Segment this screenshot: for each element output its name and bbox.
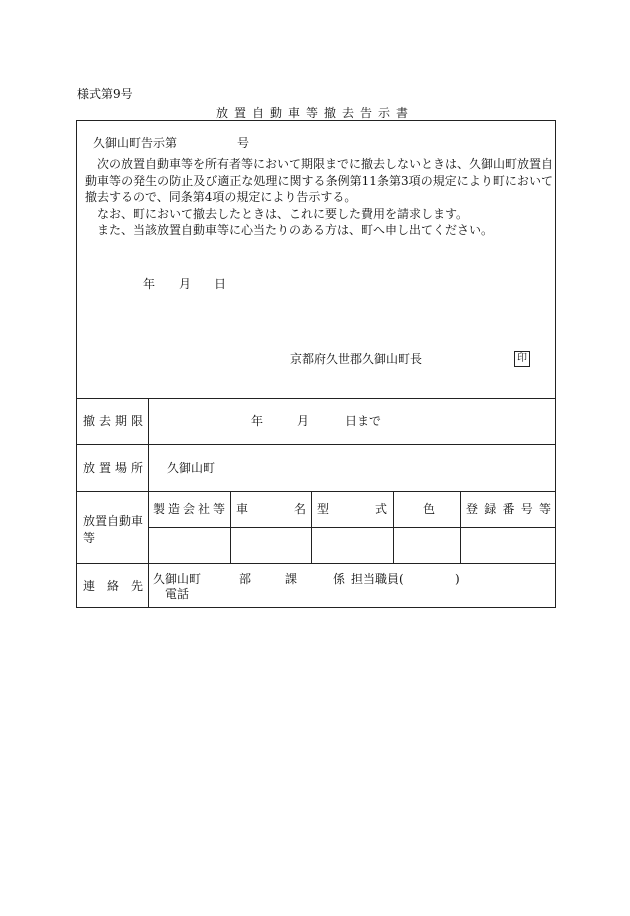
vehicle-col-color: 色: [423, 502, 436, 516]
contact-phone: 電話: [165, 587, 190, 601]
deadline-label: 撤 去 期 限: [83, 414, 143, 428]
vehicle-col-registration: 登 録 番 号 等: [466, 502, 551, 516]
deadline-day-until: 日まで: [345, 414, 382, 428]
contact-section: 課: [285, 572, 298, 586]
notice-body: [85, 156, 553, 239]
vehicle-col-maker: 製 造 会 社 等: [153, 502, 225, 516]
vehicle-col-type: 型 式: [317, 502, 387, 516]
notice-number-label: 久御山町告示第: [93, 136, 178, 150]
notice-paragraph: また、当該放置自動車等に心当たりのある方は、町へ申し出てください。: [97, 223, 494, 237]
notice-paragraph: なお、町において撤去したときは、これに要した費用を請求します。: [97, 206, 469, 221]
notice-form: [76, 120, 556, 608]
contact-unit: 係: [333, 572, 346, 586]
location-label: 放 置 場 所: [83, 461, 143, 475]
contact-town: 久御山町: [153, 572, 202, 586]
deadline-year: 年: [251, 414, 264, 428]
document-title: 放置自動車等撤去告示書: [215, 106, 414, 120]
date-year: 年: [143, 277, 156, 291]
contact-label: 連 絡 先: [83, 579, 143, 593]
notice-paragraph: 次の放置自動車等を所有者等において期限までに撤去しないときは、久御山町放置自動車等の発生の防止及び適正な処理に関する条例第11条第3項の規定により町において撤去するので、同条第4項の規定により告示する。: [85, 157, 554, 204]
date-day: 日: [214, 277, 227, 291]
issuer-name: 京都府久世郡久御山町長: [290, 352, 423, 366]
deadline-month: 月: [297, 414, 310, 428]
seal-mark: 印: [514, 351, 530, 367]
vehicle-col-model-name: 車 名: [236, 502, 306, 516]
vehicle-label: 放置自動車等: [83, 514, 144, 545]
location-value: 久御山町: [167, 461, 216, 475]
contact-staff: 担当職員(: [351, 572, 404, 586]
form-number: 様式第9号: [77, 87, 133, 101]
contact-staff-close: ): [455, 572, 460, 586]
contact-dept: 部: [239, 572, 252, 586]
date-month: 月: [179, 277, 192, 291]
notice-number-suffix: 号: [237, 136, 250, 150]
